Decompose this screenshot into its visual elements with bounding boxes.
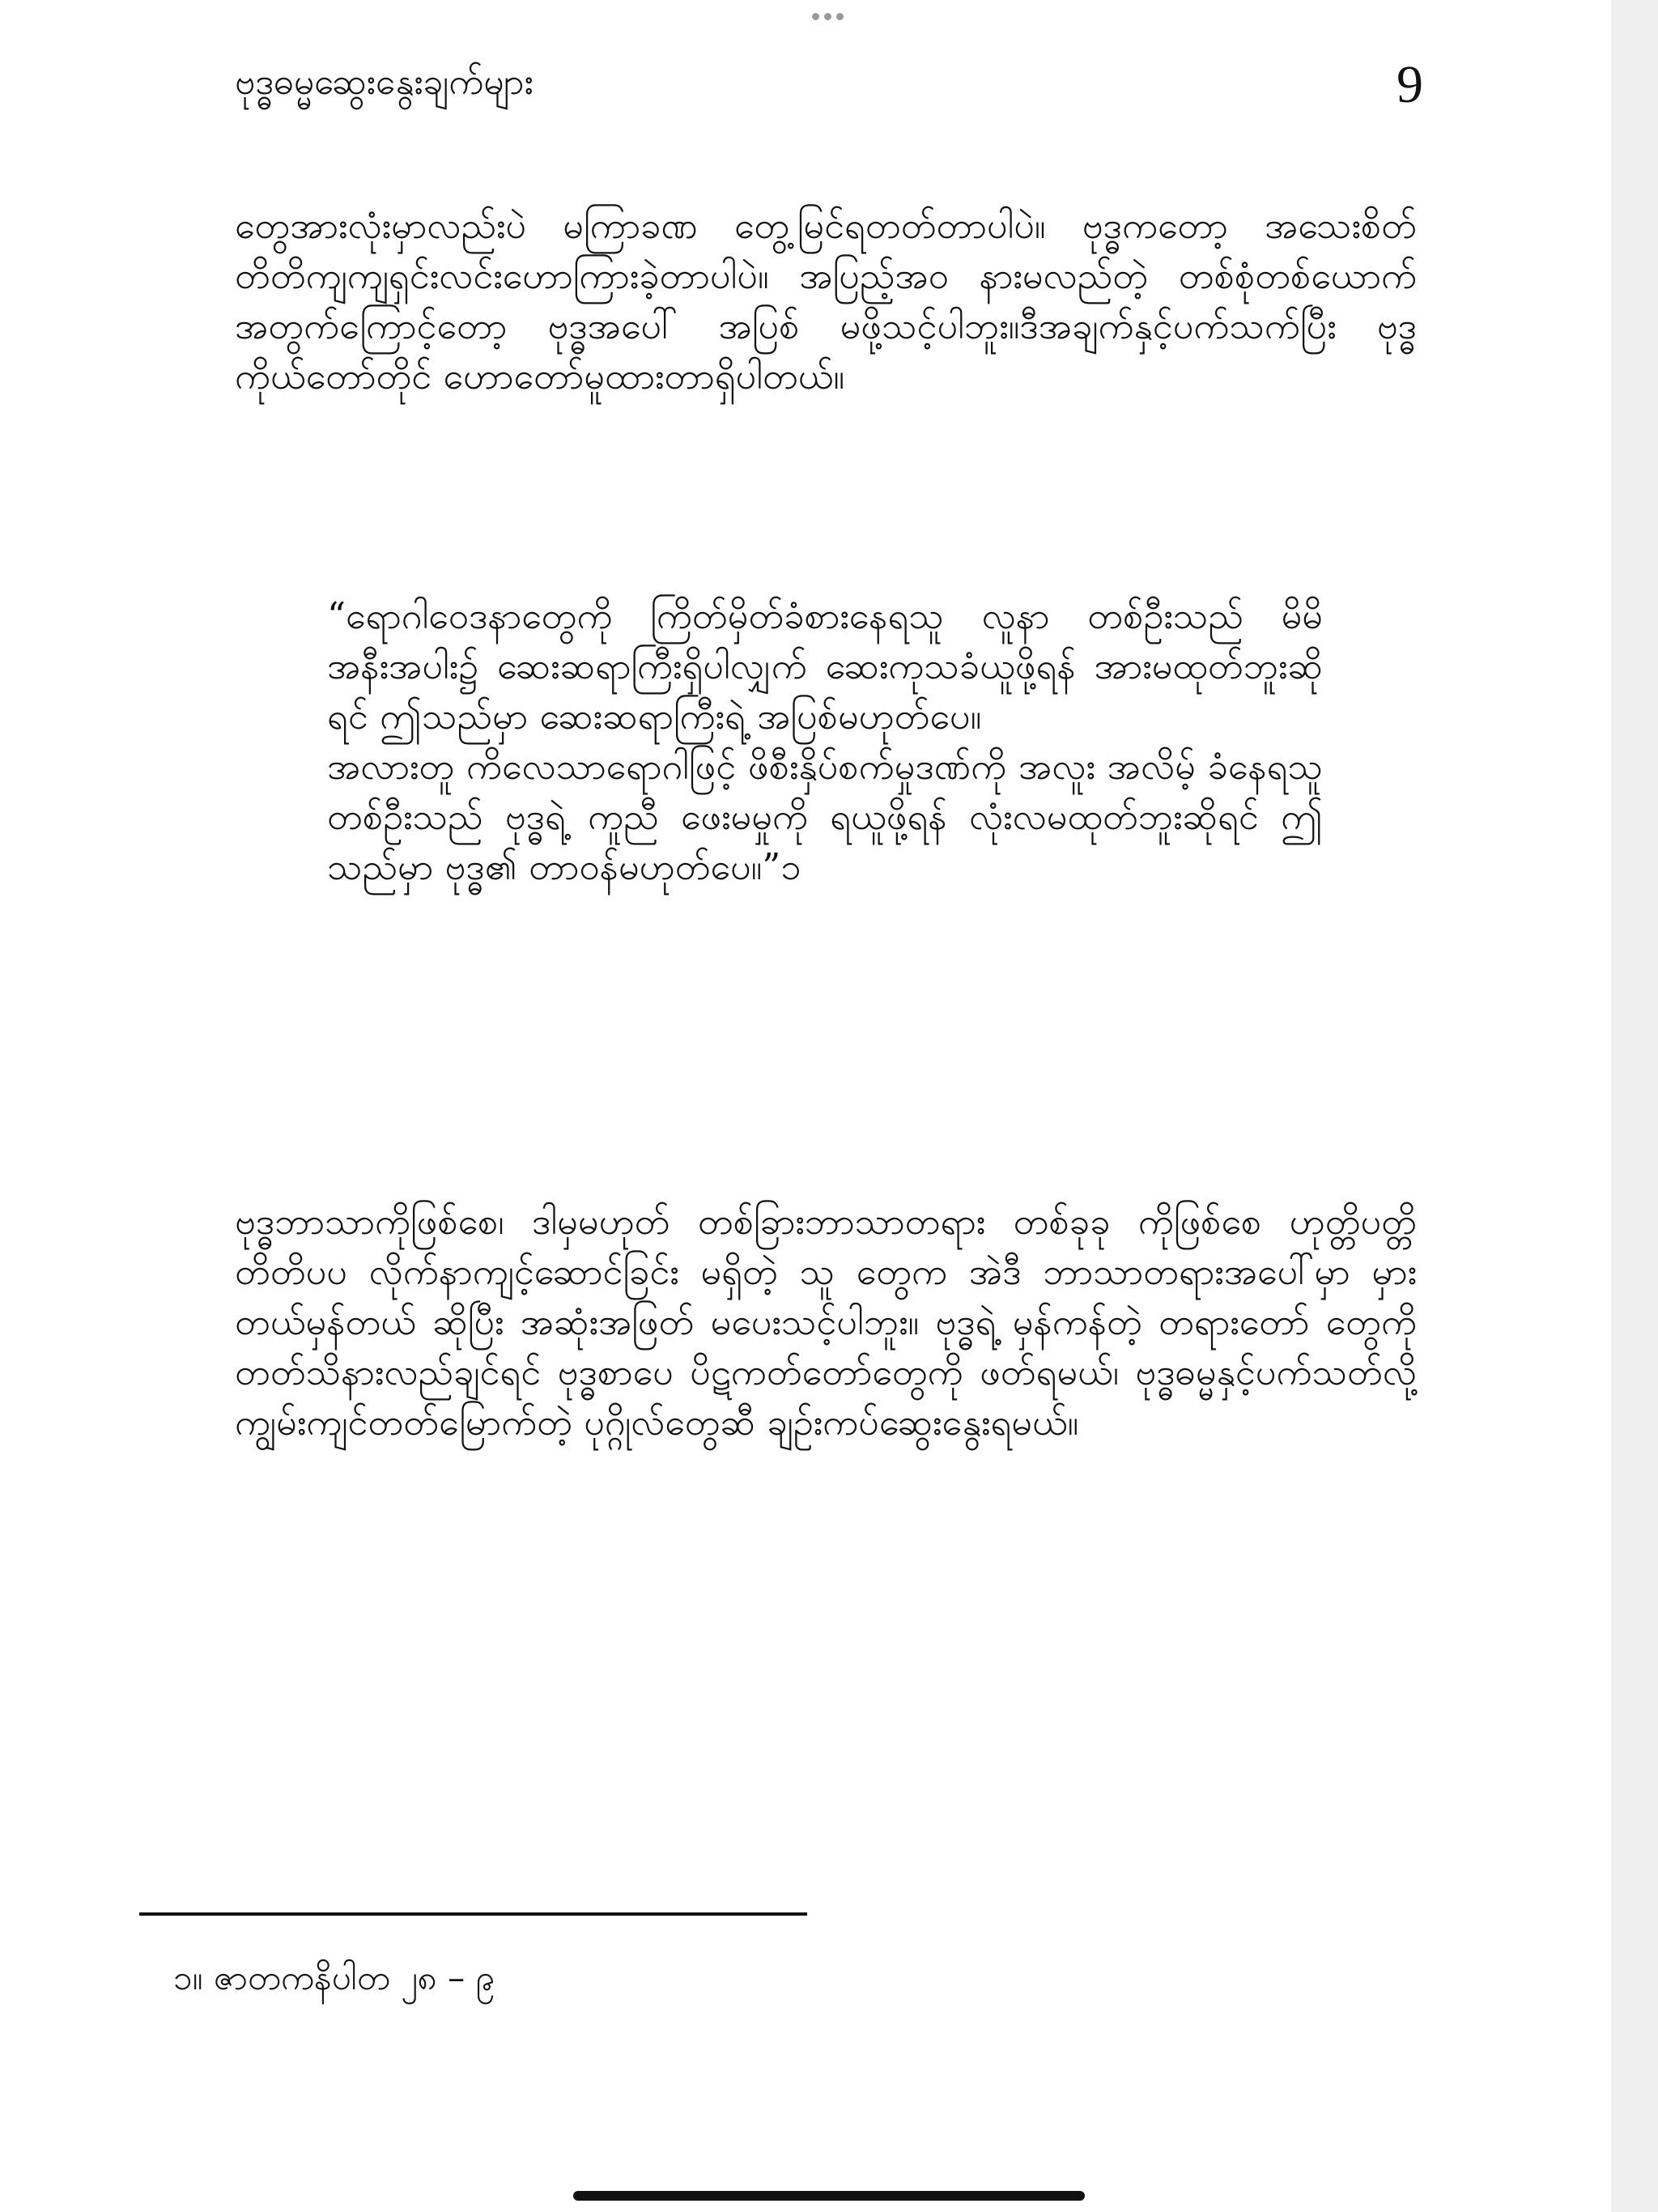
body-paragraph-2: ဗုဒ္ဓဘာသာကိုဖြစ်စေ၊ ဒါမှမဟုတ် တစ်ခြားဘာသာတရား တစ်ခုခု ကိုဖြစ်စေ ဟုတ္တိပတ္တိ တိတိပပ လိုက်နာကျင့်ဆောင်ခြင်း မရှိတဲ့ သူ တွေက အဲဒီ ဘာသာတရားအပေါ်မှာ မှားတယ်မှန်တယ် ဆိုပြီး အဆုံးအဖြတ် မပေးသင့်ပါဘူး။ ဗုဒ္ဓရဲ့ မှန်ကန်တဲ့ တရားတော် တွေကို တတ်သိနားလည်ချင်ရင် ဗုဒ္ဓစာပေ ပိဋကတ်တော်တွေကို ဖတ်ရမယ်၊ ဗုဒ္ဓဓမ္မနှင့်ပက်သတ်လို့ ကျွမ်းကျင်တတ်မြောက်တဲ့ ပုဂ္ဂိုလ်တွေဆီ ချဉ်းကပ်ဆွေးနွေးရမယ်။ bbox=[235, 1200, 1417, 1444]
footnote-divider bbox=[139, 1912, 807, 1916]
grabber-dot bbox=[824, 13, 831, 20]
body-paragraph-1: တွေအားလုံးမှာလည်းပဲ မကြာခဏ တွေ့မြင်ရတတ်တာပါပဲ။ ဗုဒ္ဓကတော့ အသေးစိတ် တိတိကျကျရှင်းလင်းဟောကြားခဲ့တာပါပဲ။ အပြည့်အဝ နားမလည်တဲ့ တစ်စုံတစ်ယောက် အတွက်ကြောင့်တော့ ဗုဒ္ဓအပေါ် အပြစ် မဖို့သင့်ပါဘူး။ဒီအချက်နှင့်ပက်သက်ပြီး ဗုဒ္ဓ ကိုယ်တော်တိုင် ဟောတော်မူထားတာရှိပါတယ်။ bbox=[235, 204, 1417, 398]
block-quote bbox=[327, 591, 1323, 892]
home-indicator-bar[interactable] bbox=[573, 2191, 1085, 2201]
quote-paragraph-2: အလားတူ ကိလေသာရောဂါဖြင့် ဖိစီးနှိပ်စက်မှုဒဏ်ကို အလူး အလိမ့် ခံနေရသူတစ်ဦးသည် ဗုဒ္ဓရဲ့ ကူညီ ဖေးမမှုကို ရယူဖို့ရန် လုံးလမထုတ်ဘူးဆိုရင် ဤသည်မှာ ဗုဒ္ဓ၏ တာဝန်မဟုတ်ပေ။”၁ bbox=[327, 745, 1323, 888]
running-header-title: ဗုဒ္ဓဓမ္မဆွေးနွေးချက်များ bbox=[235, 62, 534, 103]
page-number: 9 bbox=[1397, 55, 1423, 114]
grabber-dot bbox=[836, 13, 844, 20]
footnote: ၁။ ဇာတကနိပါတ ၂၈ – ၉ bbox=[173, 1958, 495, 1997]
window-grabber-handle[interactable] bbox=[812, 13, 844, 20]
quote-paragraph-1: “ရောဂါဝေဒနာတွေကို ကြိတ်မှိတ်ခံစားနေရသူ လူနာ တစ်ဦးသည် မိမိအနီးအပါး၌ ဆေးဆရာကြီးရှိပါလျှက် ဆေးကုသခံယူဖို့ရန် အားမထုတ်ဘူးဆိုရင် ဤသည်မှာ ဆေးဆရာကြီးရဲ့ အပြစ်မဟုတ်ပေ။ bbox=[327, 594, 1323, 738]
page-edge-strip bbox=[1611, 0, 1658, 2212]
grabber-dot bbox=[812, 13, 819, 20]
